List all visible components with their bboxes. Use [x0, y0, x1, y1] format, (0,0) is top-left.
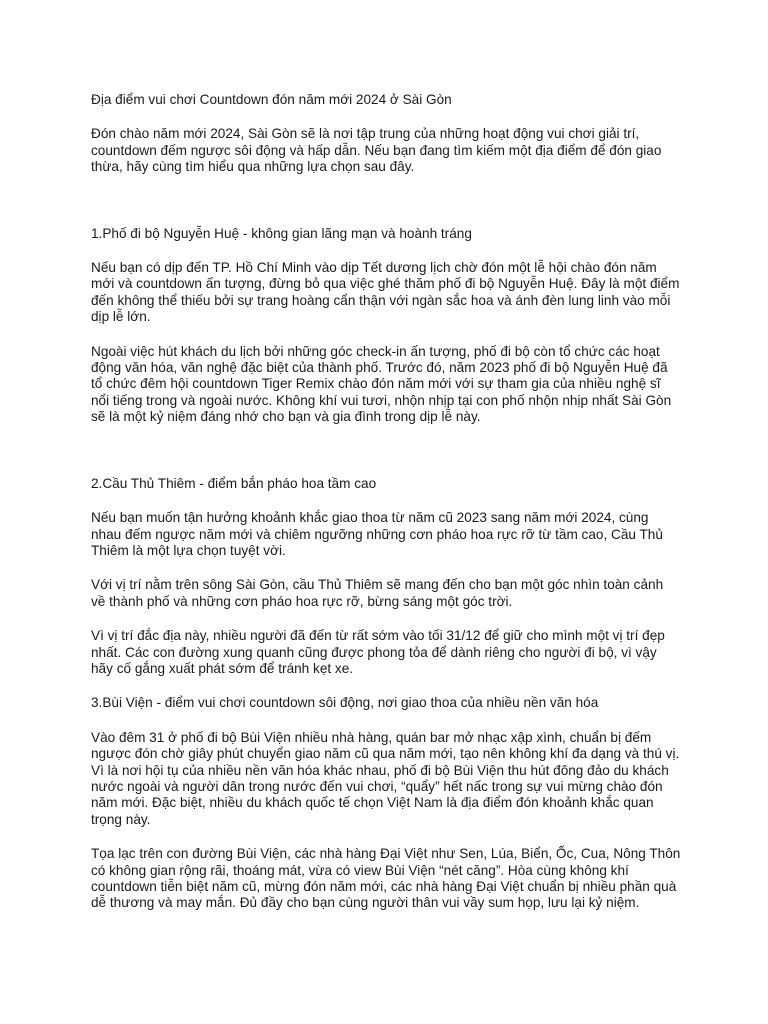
section-1-paragraph-1: Nếu bạn có dịp đến TP. Hồ Chí Minh vào dịp Tết dương lịch chờ đón một lễ hội chào đón năm mới và countdown ấn tượng, đừng bỏ qua việc ghé thăm phố đi bộ Nguyễn Huệ. Đây là một điểm đến không thể thiếu bởi sự trang hoàng cẩn thận với ngàn sắc hoa và ánh đèn lung linh vào mỗi dịp lễ lớn. [91, 260, 680, 325]
section-3-paragraph-2: Tọa lạc trên con đường Bùi Viện, các nhà hàng Đại Việt như Sen, Lúa, Biển, Ốc, Cua, Nông Thôn có không gian rộng rãi, thoáng mát, vừa có view Bùi Viện “nét căng”. Hòa cùng không khí countdown tiễn biệt năm cũ, mừng đón năm mới, các nhà hàng Đại Việt chuẩn bị nhiều phần quà dễ thương và may mắn. Đủ đầy cho bạn cùng người thân vui vầy sum họp, lưu lại kỷ niệm. [91, 846, 681, 911]
section-1-heading: 1.Phố đi bộ Nguyễn Huệ - không gian lãng mạn và hoành tráng [91, 225, 472, 241]
section-2-paragraph-3: Vì vị trí đắc địa này, nhiều người đã đến từ rất sớm vào tối 31/12 để giữ cho mình một vị trí đẹp nhất. Các con đường xung quanh cũng được phong tỏa để dành riêng cho người đi bộ, vì vậy hãy cố gắng xuất phát sớm để tránh kẹt xe. [91, 628, 665, 676]
document-page [91, 92, 681, 930]
section-1-paragraph-2: Ngoài việc hút khách du lịch bởi những góc check-in ấn tượng, phố đi bộ còn tổ chức các hoạt động văn hóa, văn nghệ đặc biệt của thành phố. Trước đó, năm 2023 phố đi bộ Nguyễn Huệ đã tổ chức đêm hội countdown Tiger Remix chào đón năm mới với sự tham gia của nhiều nghệ sĩ nổi tiếng trong và ngoài nước. Không khí vui tươi, nhộn nhịp tại con phố nhộn nhịp nhất Sài Gòn sẽ là một kỷ niệm đáng nhớ cho bạn và gia đình trong dịp lễ này. [91, 343, 672, 425]
document-title: Địa điểm vui chơi Countdown đón năm mới 2024 ở Sài Gòn [91, 92, 452, 107]
section-2-paragraph-1: Nếu bạn muốn tận hưởng khoảnh khắc giao thoa từ năm cũ 2023 sang năm mới 2024, cùng nhau đếm ngược năm mới và chiêm ngưỡng những cơn pháo hoa rực rỡ từ tầm cao, Cầu Thủ Thiêm là một lựa chọn tuyệt vời. [91, 510, 663, 558]
section-2-paragraph-2: Với vị trí nằm trên sông Sài Gòn, cầu Thủ Thiêm sẽ mang đến cho bạn một góc nhìn toàn cảnh về thành phố và những cơn pháo hoa rực rỡ, bừng sáng một góc trời. [91, 577, 664, 609]
section-3-heading: 3.Bùi Viện - điểm vui chơi countdown sôi động, nơi giao thoa của nhiều nền văn hóa [91, 695, 599, 711]
section-2-heading: 2.Cầu Thủ Thiêm - điểm bắn pháo hoa tầm cao [91, 475, 377, 491]
intro-paragraph: Đón chào năm mới 2024, Sài Gòn sẽ là nơi tập trung của những hoạt động vui chơi giải trí, countdown đếm ngược sôi động và hấp dẫn. Nếu bạn đang tìm kiếm một địa điểm để đón giao thừa, hãy cùng tìm hiểu qua những lựa chọn sau đây. [91, 126, 662, 175]
section-3-paragraph-1: Vào đêm 31 ở phố đi bộ Bùi Viện nhiều nhà hàng, quán bar mở nhạc xập xình, chuẩn bị đếm ngược đón chờ giây phút chuyển giao năm cũ qua năm mới, tạo nên không khí đa dạng và thú vị. Vì là nơi hội tụ của nhiều nền văn hóa khác nhau, phố đi bộ Bùi Viện thu hút đông đảo du khách nước ngoài và người dân trong nước đến vui chơi, “quẩy” hết nấc trong sự vui mừng chào đón năm mới. Đặc biệt, nhiều du khách quốc tế chọn Việt Nam là địa điểm đón khoảnh khắc quan trọng này. [91, 729, 680, 827]
